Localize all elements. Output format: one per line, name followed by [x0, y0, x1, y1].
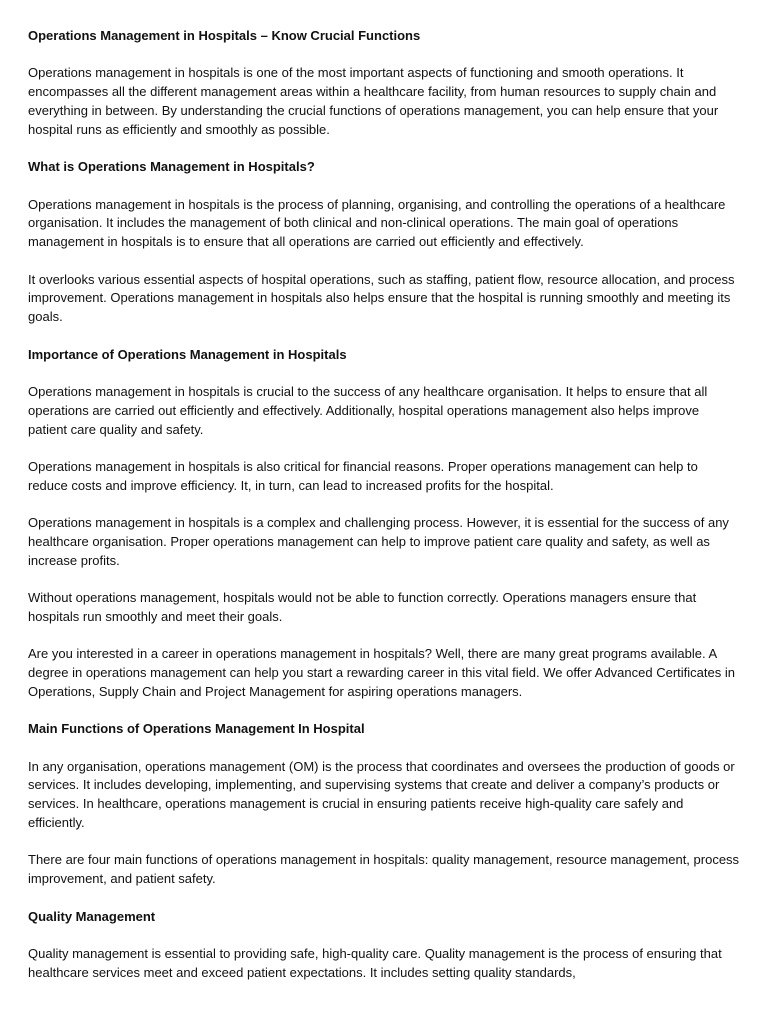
paragraph: Are you interested in a career in operations management in hospitals? Well, there are many great programs available. A degree in operations management can help you start a rewarding career in this vital field. We offer Advanced Certificates in Operations, Supply Chain and Project Management for aspiring operations managers. [28, 646, 735, 699]
paragraph: It overlooks various essential aspects of hospital operations, such as staffing, patient flow, resource allocation, and process improvement. Operations management in hospitals also helps ensure that the hospital is running smoothly and meeting its goals. [28, 271, 735, 325]
paragraph: Without operations management, hospitals would not be able to function correctly. Operations managers ensure that hospitals run smoothly and meet their goals. [28, 590, 697, 624]
document-page [28, 27, 740, 1001]
paragraph: Operations management in hospitals is the process of planning, organising, and controlling the operations of a healthcare organisation. It includes the management of both clinical and non-clinical operations. The main goal of operations management in hospitals is to ensure that all operations are carried out efficiently and effectively. [28, 196, 726, 250]
intro-paragraph: Operations management in hospitals is one of the most important aspects of functioning and smooth operations. It encompasses all the different management areas within a healthcare facility, from human resources to supply chain and everything in between. By understanding the crucial functions of operations management, you can help ensure that your hospital runs as efficiently and smoothly as possible. [28, 65, 719, 137]
section-heading-what-is: What is Operations Management in Hospitals? [28, 159, 315, 175]
paragraph: Operations management in hospitals is also critical for financial reasons. Proper operations management can help to reduce costs and improve efficiency. It, in turn, can lead to increased profits for the hospital. [28, 458, 698, 493]
paragraph: Operations management in hospitals is a complex and challenging process. However, it is essential for the success of any healthcare organisation. Proper operations management can help to improve patient care quality and safety, as well as increase profits. [28, 515, 729, 568]
section-heading-quality-management: Quality Management [28, 908, 156, 924]
paragraph: Operations management in hospitals is crucial to the success of any healthcare organisation. It helps to ensure that all operations are carried out efficiently and effectively. Additionally, hospital operations management also helps improve patient care quality and safety. [28, 383, 708, 437]
paragraph: There are four main functions of operations management in hospitals: quality management, resource management, process improvement, and patient safety. [28, 852, 740, 887]
paragraph: In any organisation, operations management (OM) is the process that coordinates and oversees the production of goods or services. It includes developing, implementing, and supervising systems that create and deliver a company’s products or services. In healthcare, operations management is crucial in ensuring patients receive high-quality care safely and efficiently. [28, 758, 735, 831]
section-heading-importance: Importance of Operations Management in Hospitals [28, 346, 347, 362]
section-heading-main-functions: Main Functions of Operations Management In Hospital [28, 721, 365, 737]
document-title: Operations Management in Hospitals – Know Crucial Functions [28, 28, 421, 43]
paragraph: Quality management is essential to providing safe, high-quality care. Quality management is the process of ensuring that healthcare services meet and exceed patient expectations. It includes setting quality standards, [28, 946, 722, 980]
